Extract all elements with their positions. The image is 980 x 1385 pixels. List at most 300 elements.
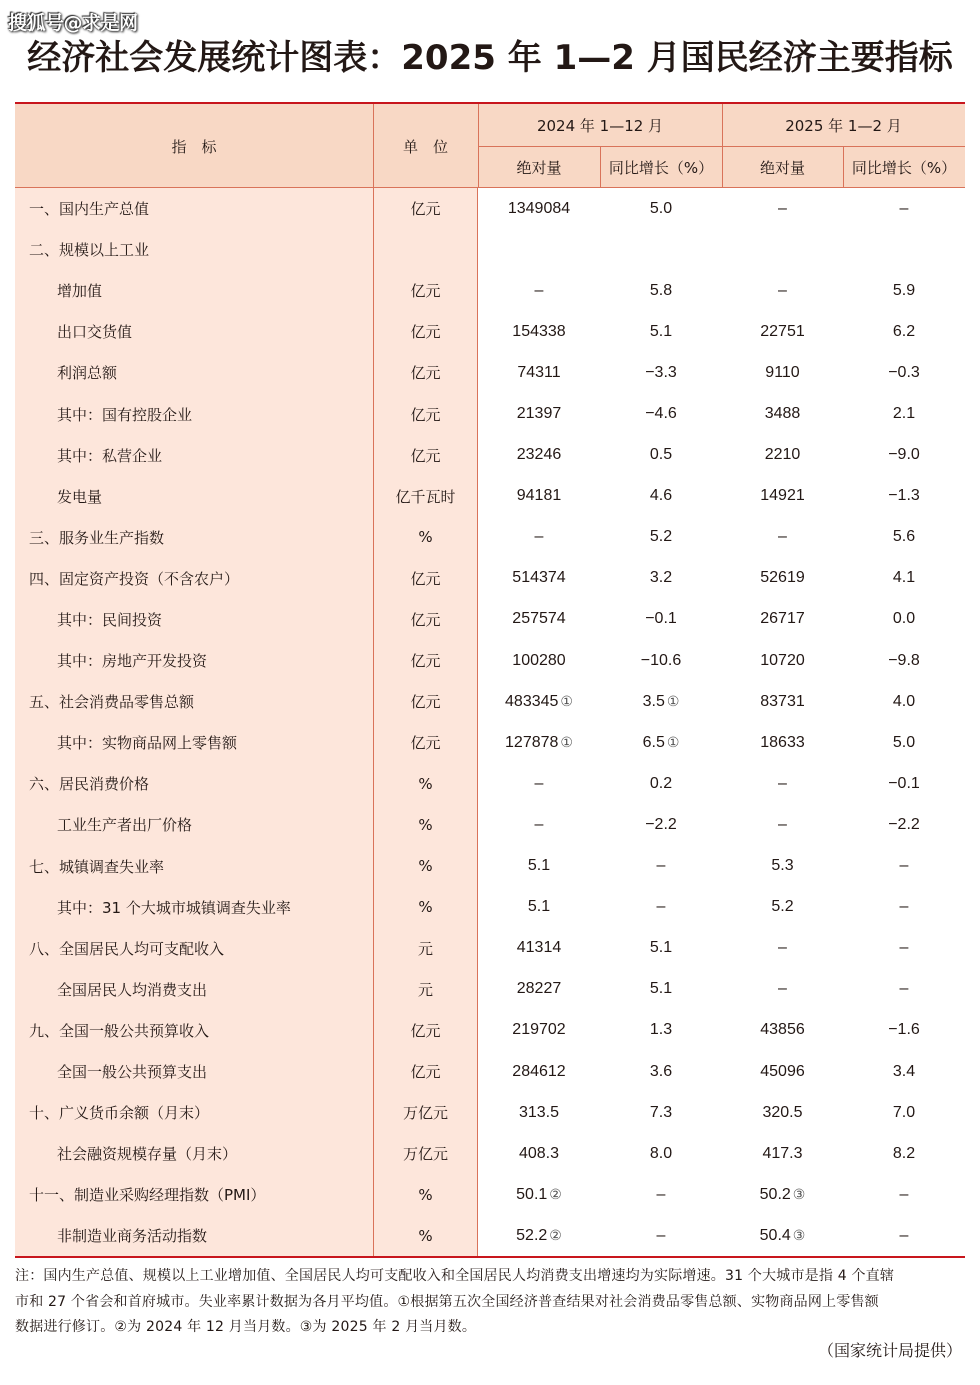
unit: 亿元 bbox=[373, 558, 478, 599]
abs-2024-value: 94181 bbox=[516, 487, 562, 505]
header-abs-2024: 绝对量 bbox=[516, 158, 562, 177]
abs-2024-cell bbox=[478, 311, 600, 352]
abs-2025-cell bbox=[722, 1051, 843, 1092]
abs-2025-value: 45096 bbox=[760, 1062, 805, 1080]
footnote-marker: ③ bbox=[792, 1227, 806, 1244]
abs-2024-cell bbox=[478, 435, 600, 476]
yoy-2025-cell bbox=[843, 599, 965, 640]
yoy-2024-cell bbox=[600, 517, 722, 558]
abs-2025-cell bbox=[722, 1215, 843, 1256]
abs-2025-value: 52619 bbox=[760, 569, 805, 587]
yoy-2025-value: 5.9 bbox=[892, 281, 916, 299]
indicator-name: 九、全国一般公共预算收入 bbox=[15, 1010, 373, 1051]
abs-2024-cell bbox=[478, 928, 600, 969]
yoy-2025-value: −0.1 bbox=[888, 774, 920, 792]
yoy-2024-cell bbox=[600, 1133, 722, 1174]
yoy-2024-value: – bbox=[656, 898, 666, 916]
yoy-2025-cell bbox=[843, 1010, 965, 1051]
abs-2025-value: 320.5 bbox=[762, 1103, 803, 1121]
table-row bbox=[15, 352, 965, 393]
yoy-2025-cell bbox=[843, 393, 965, 434]
abs-2024-value: 408.3 bbox=[518, 1144, 560, 1162]
yoy-2024-cell bbox=[600, 311, 722, 352]
yoy-2025-cell bbox=[843, 1215, 965, 1256]
yoy-2024-value: 5.2 bbox=[649, 528, 673, 546]
yoy-2024-cell bbox=[600, 846, 722, 887]
footnote-marker: ② bbox=[549, 1186, 562, 1203]
unit: 亿千瓦时 bbox=[373, 476, 478, 517]
table-row bbox=[15, 1174, 965, 1215]
table-row bbox=[15, 435, 965, 476]
indicator-name: 其中：31 个大城市城镇调查失业率 bbox=[15, 887, 373, 928]
abs-2024-cell bbox=[478, 640, 600, 681]
abs-2024-value: 74311 bbox=[517, 363, 561, 381]
yoy-2025-cell bbox=[843, 928, 965, 969]
indicator-name: 八、全国居民人均可支配收入 bbox=[15, 928, 373, 969]
abs-2024-value: 1349084 bbox=[507, 199, 571, 217]
abs-2025-cell bbox=[722, 722, 843, 763]
indicator-name: 其中：私营企业 bbox=[15, 435, 373, 476]
table-row bbox=[15, 1215, 965, 1256]
yoy-2025-cell bbox=[843, 311, 965, 352]
indicator-name: 发电量 bbox=[15, 476, 373, 517]
footnote-line: 市和 27 个省会和首府城市。失业率累计数据为各月平均值。①根据第五次全国经济普查结果对社会消费品零售总额、实物商品网上零售额 bbox=[15, 1293, 879, 1310]
yoy-2024-cell bbox=[600, 476, 722, 517]
abs-2025-value: 83731 bbox=[760, 692, 805, 710]
indicator-name: 其中：实物商品网上零售额 bbox=[15, 722, 373, 763]
unit: 亿元 bbox=[373, 640, 478, 681]
indicator-name: 一、国内生产总值 bbox=[15, 188, 373, 229]
yoy-2024-cell bbox=[600, 270, 722, 311]
yoy-2025-cell bbox=[843, 681, 965, 722]
abs-2025-value: 5.2 bbox=[771, 898, 794, 916]
abs-2024-value: 313.5 bbox=[518, 1103, 560, 1121]
table-row bbox=[15, 599, 965, 640]
yoy-2024-cell bbox=[600, 681, 722, 722]
abs-2024-cell bbox=[478, 846, 600, 887]
yoy-2025-value: – bbox=[899, 1226, 909, 1244]
divider bbox=[600, 146, 601, 188]
table-row bbox=[15, 393, 965, 434]
abs-2024-cell bbox=[478, 1133, 600, 1174]
indicator-name: 全国居民人均消费支出 bbox=[15, 969, 373, 1010]
footnote-marker: ① bbox=[560, 734, 573, 751]
indicator-name: 增加值 bbox=[15, 270, 373, 311]
abs-2024-value: 219702 bbox=[512, 1021, 566, 1039]
abs-2025-value: – bbox=[778, 815, 787, 833]
unit: 元 bbox=[373, 969, 478, 1010]
abs-2025-value: 10720 bbox=[760, 651, 805, 669]
indicator-name: 六、居民消费价格 bbox=[15, 763, 373, 804]
table-row bbox=[15, 229, 965, 270]
abs-2024-cell bbox=[478, 393, 600, 434]
table-row bbox=[15, 311, 965, 352]
yoy-2025-value: – bbox=[899, 1185, 909, 1203]
abs-2025-cell bbox=[722, 887, 843, 928]
abs-2025-cell bbox=[722, 393, 843, 434]
yoy-2024-value: 5.8 bbox=[649, 281, 673, 299]
footnote-marker: ① bbox=[666, 693, 680, 710]
abs-2024-cell bbox=[478, 1174, 600, 1215]
yoy-2024-cell bbox=[600, 928, 722, 969]
indicator-name: 工业生产者出厂价格 bbox=[15, 804, 373, 845]
yoy-2025-cell bbox=[843, 1174, 965, 1215]
indicator-name: 五、社会消费品零售总额 bbox=[15, 681, 373, 722]
header-unit: 单 位 bbox=[402, 137, 448, 156]
abs-2024-cell bbox=[478, 270, 600, 311]
table-row bbox=[15, 763, 965, 804]
table-row bbox=[15, 188, 965, 229]
yoy-2025-cell bbox=[843, 229, 965, 270]
yoy-2024-value: – bbox=[656, 1185, 666, 1203]
abs-2025-cell bbox=[722, 1174, 843, 1215]
yoy-2025-value: 8.2 bbox=[892, 1144, 916, 1162]
yoy-2025-value: −9.8 bbox=[888, 651, 920, 669]
yoy-2025-value: – bbox=[899, 857, 909, 875]
table-row bbox=[15, 928, 965, 969]
abs-2024-value: 483345 bbox=[505, 692, 559, 710]
table-row bbox=[15, 1092, 965, 1133]
table-row bbox=[15, 1010, 965, 1051]
unit: % bbox=[373, 517, 478, 558]
unit: 亿元 bbox=[373, 352, 478, 393]
abs-2024-cell bbox=[478, 1215, 600, 1256]
yoy-2024-value: −0.1 bbox=[645, 610, 677, 628]
yoy-2024-value: −3.3 bbox=[645, 363, 677, 381]
yoy-2025-cell bbox=[843, 352, 965, 393]
yoy-2025-value: −0.3 bbox=[888, 363, 920, 381]
abs-2025-value: 18633 bbox=[760, 733, 805, 751]
abs-2025-value: 417.3 bbox=[762, 1144, 803, 1162]
unit: 元 bbox=[373, 928, 478, 969]
indicator-name: 出口交货值 bbox=[15, 311, 373, 352]
footnote-marker: ① bbox=[560, 693, 573, 710]
unit: 亿元 bbox=[373, 1051, 478, 1092]
yoy-2024-cell bbox=[600, 1051, 722, 1092]
abs-2024-cell bbox=[478, 558, 600, 599]
abs-2024-cell bbox=[478, 476, 600, 517]
abs-2024-value: 100280 bbox=[512, 651, 566, 669]
indicator-name: 利润总额 bbox=[15, 352, 373, 393]
divider bbox=[843, 146, 844, 188]
yoy-2024-value: 3.5 bbox=[642, 692, 665, 710]
yoy-2025-cell bbox=[843, 969, 965, 1010]
yoy-2025-value: 5.6 bbox=[892, 528, 916, 546]
abs-2025-cell bbox=[722, 599, 843, 640]
footnote-marker: ① bbox=[666, 734, 680, 751]
table-row bbox=[15, 681, 965, 722]
header-yoy-2024: 同比增长（%） bbox=[608, 158, 714, 177]
abs-2025-cell bbox=[722, 804, 843, 845]
table-row bbox=[15, 887, 965, 928]
header-yoy-2025: 同比增长（%） bbox=[851, 158, 957, 177]
abs-2024-value: 21397 bbox=[516, 405, 562, 423]
yoy-2025-value: 7.0 bbox=[892, 1103, 916, 1121]
header-abs-2025: 绝对量 bbox=[759, 158, 805, 177]
table-row bbox=[15, 476, 965, 517]
yoy-2024-value: – bbox=[656, 857, 666, 875]
unit: % bbox=[373, 804, 478, 845]
abs-2025-cell bbox=[722, 681, 843, 722]
abs-2024-value: – bbox=[534, 815, 544, 833]
abs-2025-cell bbox=[722, 188, 843, 229]
abs-2024-value: 5.1 bbox=[527, 857, 551, 875]
indicator-name: 二、规模以上工业 bbox=[15, 229, 373, 270]
yoy-2024-cell bbox=[600, 969, 722, 1010]
divider bbox=[373, 104, 374, 188]
yoy-2024-value: 5.1 bbox=[649, 939, 673, 957]
abs-2025-value: – bbox=[778, 281, 787, 299]
abs-2025-cell bbox=[722, 517, 843, 558]
yoy-2025-value: 4.0 bbox=[892, 692, 916, 710]
yoy-2025-cell bbox=[843, 1092, 965, 1133]
table-row bbox=[15, 558, 965, 599]
yoy-2024-value: 3.6 bbox=[649, 1062, 673, 1080]
abs-2025-cell bbox=[722, 435, 843, 476]
unit: 万亿元 bbox=[373, 1133, 478, 1174]
abs-2024-cell bbox=[478, 517, 600, 558]
abs-2024-value: – bbox=[534, 281, 544, 299]
yoy-2025-cell bbox=[843, 887, 965, 928]
yoy-2024-value: 6.5 bbox=[642, 733, 665, 751]
abs-2024-cell bbox=[478, 722, 600, 763]
yoy-2024-value: 5.0 bbox=[649, 199, 673, 217]
footnote-marker: ② bbox=[549, 1227, 562, 1244]
abs-2024-value: 50.1 bbox=[516, 1185, 548, 1203]
abs-2025-value: 9110 bbox=[765, 363, 800, 381]
yoy-2025-value: −1.3 bbox=[888, 487, 920, 505]
yoy-2024-cell bbox=[600, 640, 722, 681]
yoy-2025-value: −9.0 bbox=[888, 446, 920, 464]
abs-2024-value: 52.2 bbox=[516, 1226, 548, 1244]
table-body bbox=[15, 188, 965, 1256]
abs-2025-value: 5.3 bbox=[771, 857, 794, 875]
indicator-name: 十一、制造业采购经理指数（PMI） bbox=[15, 1174, 373, 1215]
unit: 亿元 bbox=[373, 188, 478, 229]
yoy-2025-value: 6.2 bbox=[892, 322, 916, 340]
abs-2025-cell bbox=[722, 270, 843, 311]
source-credit: （国家统计局提供） bbox=[817, 1341, 962, 1360]
yoy-2024-value: 0.5 bbox=[649, 446, 673, 464]
abs-2025-cell bbox=[722, 640, 843, 681]
yoy-2025-value: – bbox=[899, 980, 909, 998]
indicator-name: 其中：民间投资 bbox=[15, 599, 373, 640]
abs-2025-value: – bbox=[778, 980, 787, 998]
yoy-2024-value: 3.2 bbox=[649, 569, 673, 587]
yoy-2025-value: 5.0 bbox=[892, 733, 916, 751]
indicator-name: 其中：国有控股企业 bbox=[15, 393, 373, 434]
indicator-name: 全国一般公共预算支出 bbox=[15, 1051, 373, 1092]
abs-2025-value: 3488 bbox=[764, 405, 801, 423]
abs-2025-cell bbox=[722, 476, 843, 517]
yoy-2024-cell bbox=[600, 229, 722, 270]
abs-2024-cell bbox=[478, 763, 600, 804]
indicator-name: 其中：房地产开发投资 bbox=[15, 640, 373, 681]
unit: 亿元 bbox=[373, 599, 478, 640]
abs-2024-value: 127878 bbox=[505, 733, 559, 751]
yoy-2025-cell bbox=[843, 476, 965, 517]
abs-2024-value: 5.1 bbox=[527, 898, 551, 916]
footnote-marker: ③ bbox=[792, 1186, 806, 1203]
abs-2024-value: 154338 bbox=[512, 322, 566, 340]
indicators-table bbox=[15, 102, 965, 1258]
abs-2024-value: – bbox=[534, 774, 544, 792]
abs-2025-cell bbox=[722, 558, 843, 599]
yoy-2024-value: 5.1 bbox=[649, 980, 673, 998]
abs-2025-value: 50.2 bbox=[759, 1185, 791, 1203]
table-header bbox=[15, 104, 965, 188]
yoy-2024-cell bbox=[600, 188, 722, 229]
yoy-2024-cell bbox=[600, 1092, 722, 1133]
yoy-2024-cell bbox=[600, 887, 722, 928]
yoy-2025-cell bbox=[843, 1051, 965, 1092]
page-title: 经济社会发展统计图表：2025 年 1—2 月国民经济主要指标 bbox=[27, 38, 953, 78]
yoy-2024-value: −10.6 bbox=[640, 651, 682, 669]
indicator-name: 七、城镇调查失业率 bbox=[15, 846, 373, 887]
yoy-2025-cell bbox=[843, 188, 965, 229]
footnotes bbox=[15, 1264, 970, 1341]
yoy-2024-cell bbox=[600, 1010, 722, 1051]
abs-2025-cell bbox=[722, 1133, 843, 1174]
abs-2024-value: 28227 bbox=[516, 980, 562, 998]
abs-2024-value: – bbox=[534, 528, 544, 546]
yoy-2024-value: 8.0 bbox=[649, 1144, 673, 1162]
abs-2025-value: – bbox=[778, 199, 787, 217]
yoy-2024-cell bbox=[600, 435, 722, 476]
yoy-2025-cell bbox=[843, 763, 965, 804]
yoy-2025-value: 3.4 bbox=[892, 1062, 916, 1080]
yoy-2024-value: 1.3 bbox=[649, 1021, 673, 1039]
yoy-2024-cell bbox=[600, 1174, 722, 1215]
yoy-2024-value: 0.2 bbox=[649, 774, 673, 792]
abs-2024-cell bbox=[478, 599, 600, 640]
yoy-2025-value: – bbox=[899, 939, 909, 957]
unit: 亿元 bbox=[373, 681, 478, 722]
abs-2025-value: 14921 bbox=[760, 487, 805, 505]
yoy-2025-cell bbox=[843, 846, 965, 887]
table-row bbox=[15, 804, 965, 845]
abs-2025-cell bbox=[722, 1092, 843, 1133]
abs-2025-cell bbox=[722, 352, 843, 393]
abs-2025-cell bbox=[722, 846, 843, 887]
abs-2025-cell bbox=[722, 763, 843, 804]
yoy-2025-value: – bbox=[899, 898, 909, 916]
yoy-2024-cell bbox=[600, 722, 722, 763]
header-indicator: 指 标 bbox=[171, 137, 217, 156]
abs-2025-cell bbox=[722, 229, 843, 270]
table-row bbox=[15, 1133, 965, 1174]
abs-2025-cell bbox=[722, 969, 843, 1010]
abs-2024-cell bbox=[478, 681, 600, 722]
abs-2025-cell bbox=[722, 928, 843, 969]
yoy-2024-value: 7.3 bbox=[649, 1103, 673, 1121]
unit: 亿元 bbox=[373, 270, 478, 311]
unit: 亿元 bbox=[373, 1010, 478, 1051]
divider bbox=[478, 146, 965, 147]
abs-2024-cell bbox=[478, 969, 600, 1010]
indicator-name: 四、固定资产投资（不含农户） bbox=[15, 558, 373, 599]
header-period-2025: 2025 年 1—2 月 bbox=[785, 116, 902, 135]
table-row bbox=[15, 270, 965, 311]
yoy-2024-cell bbox=[600, 599, 722, 640]
abs-2024-cell bbox=[478, 887, 600, 928]
watermark: 搜狐号@求是网 bbox=[8, 12, 138, 34]
abs-2024-cell bbox=[478, 1051, 600, 1092]
abs-2024-value: 23246 bbox=[516, 446, 562, 464]
abs-2025-value: 2210 bbox=[764, 446, 801, 464]
yoy-2025-value: – bbox=[899, 199, 909, 217]
abs-2025-value: – bbox=[778, 939, 787, 957]
yoy-2025-cell bbox=[843, 804, 965, 845]
abs-2024-cell bbox=[478, 352, 600, 393]
unit: 亿元 bbox=[373, 722, 478, 763]
unit: % bbox=[373, 1215, 478, 1256]
abs-2024-cell bbox=[478, 1092, 600, 1133]
unit: % bbox=[373, 763, 478, 804]
yoy-2024-value: −2.2 bbox=[645, 815, 677, 833]
unit: 亿元 bbox=[373, 435, 478, 476]
indicator-name: 社会融资规模存量（月末） bbox=[15, 1133, 373, 1174]
yoy-2025-value: 0.0 bbox=[892, 610, 916, 628]
header-period-2024: 2024 年 1—12 月 bbox=[536, 116, 664, 135]
abs-2024-cell bbox=[478, 1010, 600, 1051]
yoy-2024-cell bbox=[600, 804, 722, 845]
yoy-2024-value: – bbox=[656, 1226, 666, 1244]
yoy-2025-cell bbox=[843, 270, 965, 311]
abs-2025-cell bbox=[722, 1010, 843, 1051]
abs-2024-cell bbox=[478, 188, 600, 229]
abs-2024-value: 257574 bbox=[512, 610, 566, 628]
abs-2025-cell bbox=[722, 311, 843, 352]
unit: % bbox=[373, 887, 478, 928]
unit: 万亿元 bbox=[373, 1092, 478, 1133]
abs-2025-value: 43856 bbox=[760, 1021, 805, 1039]
yoy-2024-cell bbox=[600, 393, 722, 434]
yoy-2024-cell bbox=[600, 1215, 722, 1256]
yoy-2024-cell bbox=[600, 763, 722, 804]
yoy-2024-value: 4.6 bbox=[649, 487, 673, 505]
footnote-line: 注：国内生产总值、规模以上工业增加值、全国居民人均可支配收入和全国居民人均消费支出增速均为实际增速。31 个大城市是指 4 个直辖 bbox=[15, 1268, 895, 1284]
footnote-line: 数据进行修订。②为 2024 年 12 月当月数。③为 2025 年 2 月当月数。 bbox=[15, 1319, 477, 1335]
table-row bbox=[15, 722, 965, 763]
yoy-2025-cell bbox=[843, 517, 965, 558]
yoy-2025-value: 4.1 bbox=[892, 569, 916, 587]
yoy-2025-cell bbox=[843, 435, 965, 476]
yoy-2025-cell bbox=[843, 722, 965, 763]
yoy-2024-cell bbox=[600, 558, 722, 599]
yoy-2025-cell bbox=[843, 558, 965, 599]
yoy-2025-value: −2.2 bbox=[888, 815, 920, 833]
abs-2024-value: 284612 bbox=[512, 1062, 566, 1080]
unit bbox=[373, 229, 478, 270]
yoy-2025-cell bbox=[843, 1133, 965, 1174]
abs-2025-value: 22751 bbox=[760, 322, 805, 340]
yoy-2024-cell bbox=[600, 352, 722, 393]
unit: 亿元 bbox=[373, 393, 478, 434]
abs-2024-value: 514374 bbox=[512, 569, 566, 587]
yoy-2024-value: 5.1 bbox=[649, 322, 673, 340]
table-row bbox=[15, 969, 965, 1010]
table-row bbox=[15, 640, 965, 681]
yoy-2025-cell bbox=[843, 640, 965, 681]
yoy-2025-value: −1.6 bbox=[888, 1021, 920, 1039]
indicator-name: 十、广义货币余额（月末） bbox=[15, 1092, 373, 1133]
abs-2024-cell bbox=[478, 804, 600, 845]
abs-2025-value: – bbox=[778, 774, 787, 792]
abs-2024-value: 41314 bbox=[516, 939, 562, 957]
table-row bbox=[15, 846, 965, 887]
abs-2025-value: – bbox=[778, 528, 787, 546]
